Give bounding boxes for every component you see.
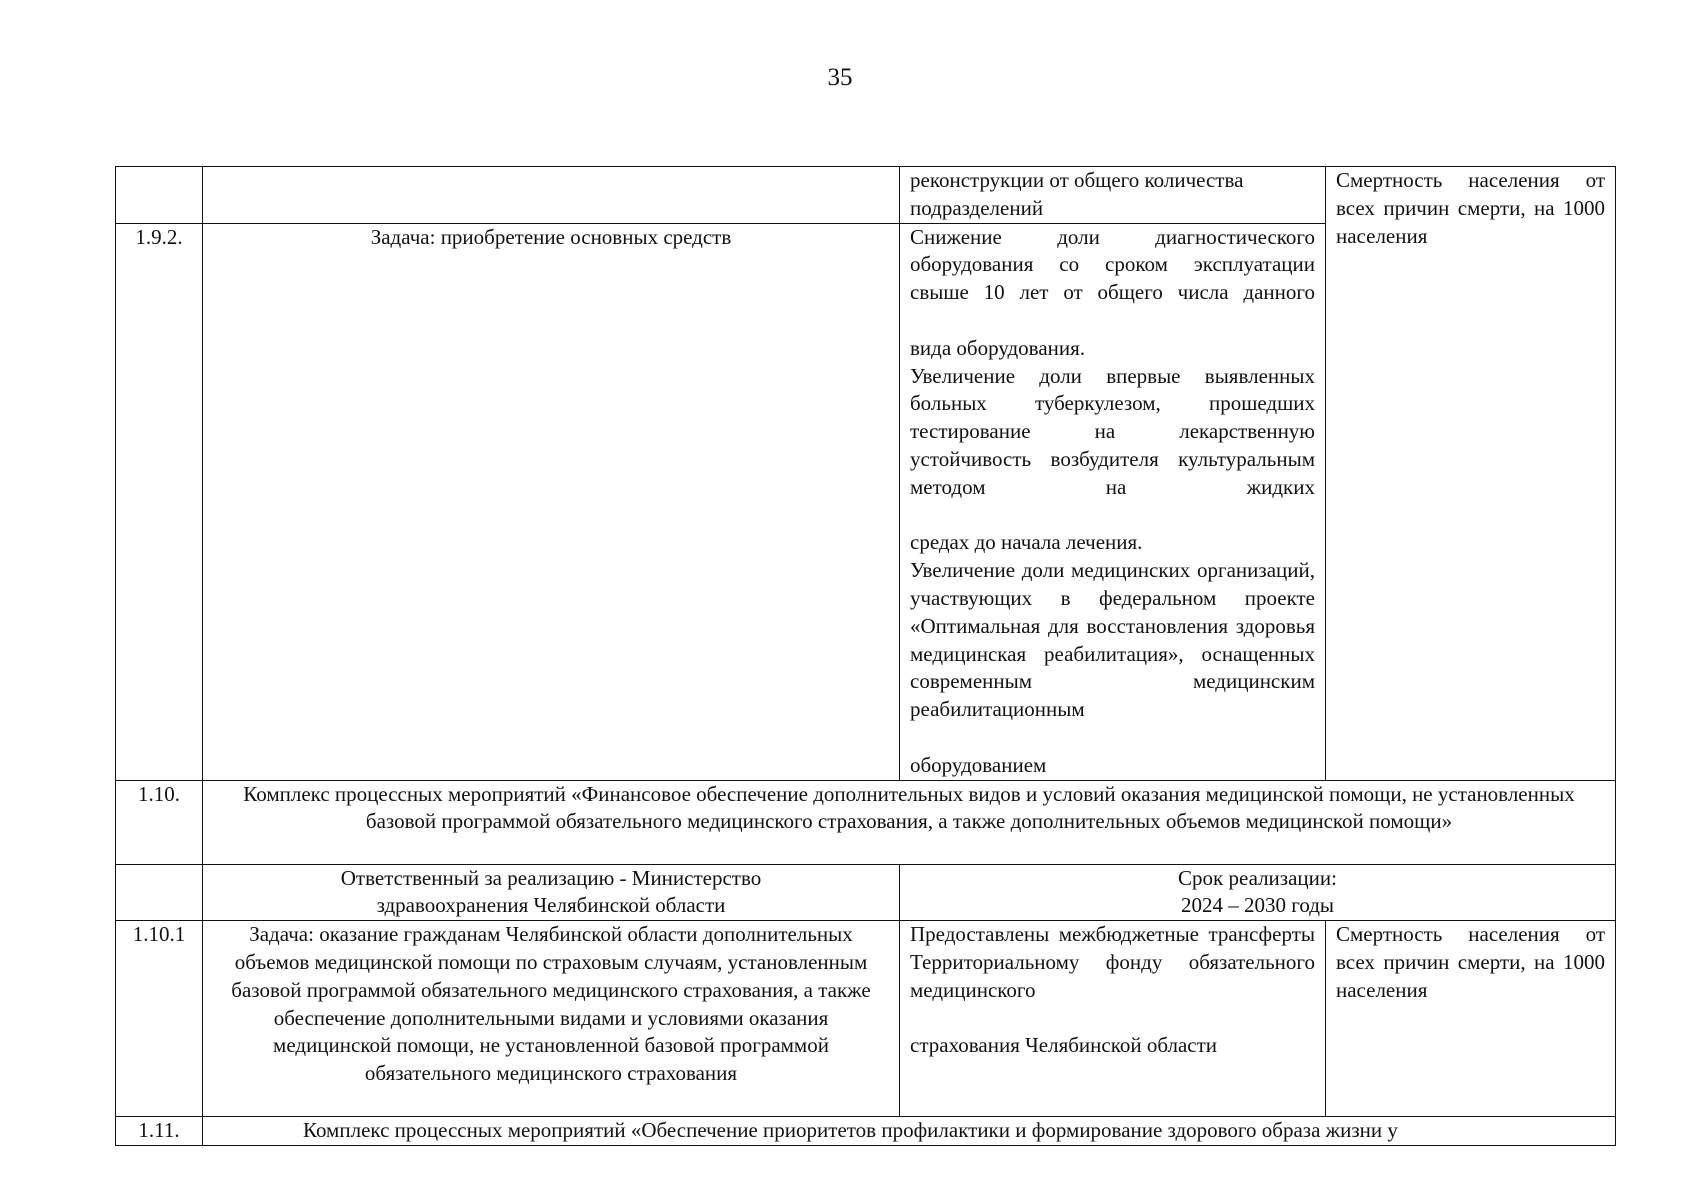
complex-title: Комплекс процессных мероприятий «Обеспечение приоритетов профилактики и формирование здорового образа жизни у [203, 1117, 1616, 1146]
term-label: Срок реализации: [1178, 865, 1337, 890]
row-number: 1.9.2. [116, 223, 203, 780]
row-number: 1.10. [116, 780, 203, 864]
indicator-paragraph: Увеличение доли медицинских организаций, участвующих в федеральном проекте «Оптимальная для восстановления здоровья медицинская реабилитация», оснащенных современным медицинским реабилитационным [910, 558, 1315, 722]
table-row [116, 1117, 1616, 1146]
term-value: 2024 – 2030 годы [1180, 893, 1335, 918]
table-row [116, 167, 1616, 224]
row-number: 1.11. [116, 1117, 203, 1146]
term-cell [900, 864, 1616, 921]
row-number [116, 864, 203, 921]
row-number [116, 167, 203, 224]
table-row [116, 864, 1616, 921]
task-cell: Задача: оказание гражданам Челябинской области дополнительных объемов медицинской помощи по страховым случаям, установленным базовой программой обязательного медицинского страхования, а также обеспечение дополнительными видами и условиями оказания медицинской помощи, не установленной базовой программой обязательного медицинского страхования [203, 921, 900, 1117]
task-cell: Задача: приобретение основных средств [203, 223, 900, 780]
result-cell: Смертность населения от всех причин смерти, на 1000 населения [1326, 921, 1616, 1117]
indicator-paragraph: Снижение доли диагностического оборудования со сроком эксплуатации свыше 10 лет от общего числа данного [910, 224, 1315, 305]
row-number: 1.10.1 [116, 921, 203, 1117]
indicator-paragraph-end: вида оборудования. [910, 335, 1086, 360]
table-row [116, 780, 1616, 864]
indicator-paragraph: Предоставлены межбюджетные трансферты Территориальному фонду обязательного медицинского [910, 922, 1315, 1002]
indicator-cell [900, 167, 1326, 224]
measures-table [115, 166, 1616, 1146]
responsible-cell: Ответственный за реализацию - Министерство здравоохранения Челябинской области [203, 864, 900, 921]
page-number: 35 [827, 64, 853, 91]
indicator-cell [900, 921, 1326, 1117]
indicator-paragraph-end: страхования Челябинской области [910, 1033, 1218, 1058]
indicator-paragraph-end: средах до начала лечения. [910, 530, 1143, 555]
table-row [116, 921, 1616, 1117]
indicator-paragraph: Увеличение доли впервые выявленных больных туберкулезом, прошедших тестирование на лекарственную устойчивость возбудителя культуральным методом на жидких [910, 363, 1315, 499]
indicator-text: реконструкции от общего количества подразделений [910, 168, 1244, 220]
task-cell [203, 167, 900, 224]
complex-title: Комплекс процессных мероприятий «Финансовое обеспечение дополнительных видов и условий оказания медицинской помощи, не установленных базовой программой обязательного медицинского страхования, а также дополнительных объемов медицинской помощи» [203, 780, 1616, 864]
indicator-cell [900, 223, 1326, 780]
result-cell: Смертность населения от всех причин смерти, на 1000 населения [1326, 167, 1616, 781]
indicator-paragraph-end: оборудованием [910, 752, 1047, 777]
